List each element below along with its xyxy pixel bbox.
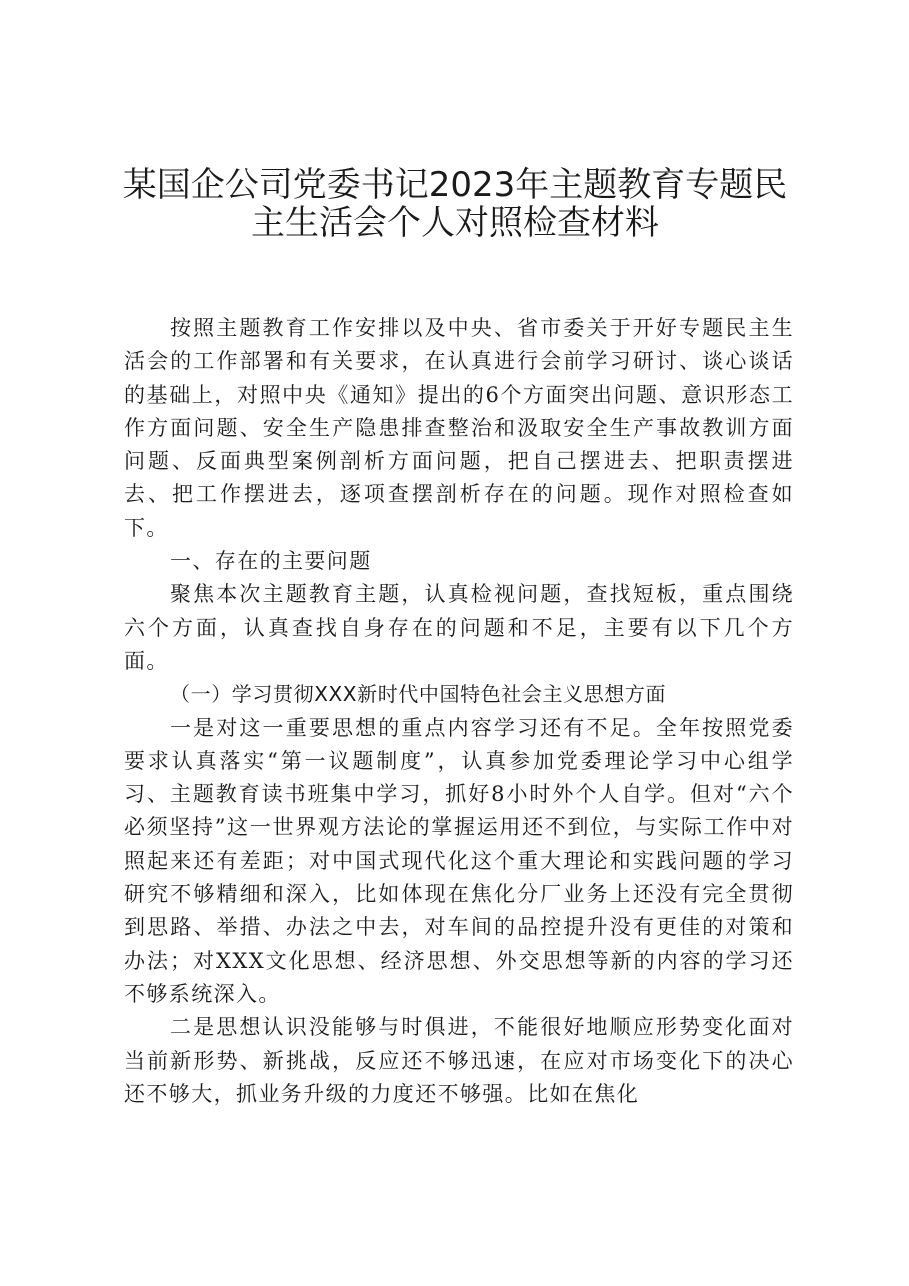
subsection-heading-study: （一）学习贯彻XXX新时代中国特色社会主义思想方面 [170, 682, 667, 707]
section-intro-paragraph: 聚焦本次主题教育主题，认真检视问题，查找短板，重点围绕六个方面，认真查找自身存在的问题和不足，主要有以下几个方面。 [124, 582, 794, 673]
document-body [124, 312, 794, 1111]
intro-paragraph: 按照主题教育工作安排以及中央、省市委关于开好专题民主生活会的工作部署和有关要求，在认真进行会前学习研讨、谈心谈话的基础上，对照中央《通知》提出的6个方面突出问题、意识形态工作方面问题、安全生产隐患排查整治和汲取安全生产事故教训方面问题、反面典型案例剖析方面问题，把自己摆进去、把职责摆进去、把工作摆进去，逐项查摆剖析存在的问题。现作对照检查如下。 [124, 316, 794, 540]
document-title-line-1: 某国企公司党委书记2023年主题教育专题民 [122, 165, 788, 205]
paragraph-point-one: 一是对这一重要思想的重点内容学习还有不足。全年按照党委要求认真落实“第一议题制度”，认真参加党委理论学习中心组学习、主题教育读书班集中学习，抓好8小时外个人自学。但对“六个必须坚持”这一世界观方法论的掌握运用还不到位，与实际工作中对照起来还有差距；对中国式现代化这个重大理论和实践问题的学习研究不够精细和深入，比如体现在焦化分厂业务上还没有完全贯彻到思路、举措、办法之中去，对车间的品控提升没有更佳的对策和办法；对XXX文化思想、经济思想、外交思想等新的内容的学习还不够系统深入。 [124, 715, 794, 1006]
document-title-line-2: 主生活会个人对照检查材料 [251, 203, 659, 243]
paragraph-point-two: 二是思想认识没能够与时俱进，不能很好地顺应形势变化面对当前新形势、新挑战，反应还不够迅速，在应对市场变化下的决心还不够大，抓业务升级的力度还不够强。比如在焦化 [124, 1015, 794, 1106]
section-heading-main-problems: 一、存在的主要问题 [170, 549, 372, 574]
